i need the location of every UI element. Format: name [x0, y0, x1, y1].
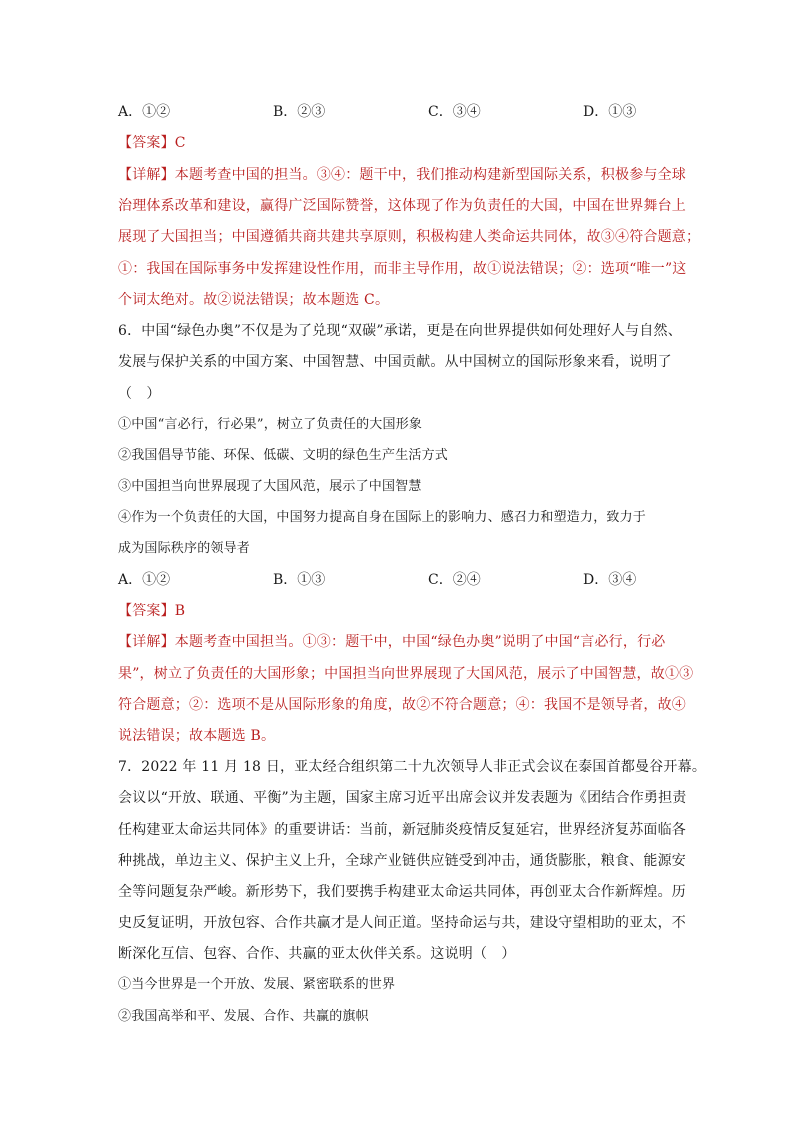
- q5-option-b: B．②③: [273, 104, 326, 120]
- q7-item: ①当今世界是一个开放、发展、紧密联系的世界: [118, 977, 396, 992]
- q7-stem-line: 任构建亚太命运共同体》的重要讲话：当前，新冠肺炎疫情反复延宕，世界经济复苏面临各: [118, 822, 686, 838]
- q6-item: ①中国“言必行，行必果”，树立了负责任的大国形象: [118, 417, 423, 432]
- q6-detail-line: 【详解】本题考查中国担当。①③：题干中，中国“绿色办奥”说明了中国“言必行，行必: [118, 634, 666, 650]
- q6-stem-line: 6．中国“绿色办奥”不仅是为了兑现“双碳”承诺，更是在向世界提供如何处理好人与自然、: [118, 323, 682, 339]
- q6-option-c: C．②④: [428, 572, 481, 588]
- q7-item: ②我国高举和平、发展、合作、共赢的旗帜: [118, 1009, 369, 1024]
- q6-option-a: A．①②: [118, 572, 171, 588]
- q6-detail-line: 果”，树立了负责任的大国形象；中国担当向世界展现了大国风范，展示了中国智慧，故①③: [118, 666, 694, 682]
- q7-stem-line: 会议以“开放、联通、平衡”为主题，国家主席习近平出席会议并发表题为《团结合作勇担责: [118, 790, 687, 806]
- q7-stem-line: 史反复证明，开放包容、合作共赢才是人间正道。坚持命运与共，建设守望相助的亚太，不: [118, 915, 686, 931]
- q7-stem-line: 种挑战，单边主义、保护主义上升，全球产业链供应链受到冲击，通货膨胀，粮食、能源安: [118, 853, 686, 869]
- q5-detail-line: ①：我国在国际事务中发挥建设性作用，而非主导作用，故①说法错误；②：选项“唯一”这: [118, 261, 687, 277]
- q7-stem-line: 断深化互信、包容、合作、共赢的亚太伙伴关系。这说明（ ）: [118, 946, 516, 962]
- q6-detail-line: 说法错误；故本题选 B。: [118, 728, 276, 744]
- q5-answer: 【答案】C: [118, 135, 186, 151]
- q6-stem-line: 发展与保护关系的中国方案、中国智慧、中国贡献。从中国树立的国际形象来看，说明了: [118, 354, 672, 370]
- q5-option-a: A．①②: [118, 104, 171, 120]
- q5-option-c: C．③④: [428, 104, 481, 120]
- q7-stem-line: 全等问题复杂严峻。新形势下，我们要携手构建亚太命运共同体，再创亚太合作新辉煌。历: [118, 884, 686, 900]
- q6-option-b: B．①③: [273, 572, 326, 588]
- q5-detail-line: 个词太绝对。故②说法错误；故本题选 C。: [118, 292, 390, 308]
- q6-item: 成为国际秩序的领导者: [118, 541, 251, 556]
- q5-detail-line: 【详解】本题考查中国的担当。③④：题干中，我们推动构建新型国际关系，积极参与全球: [118, 167, 686, 183]
- q5-option-d: D．①③: [583, 104, 637, 120]
- q6-option-d: D．③④: [583, 572, 637, 588]
- q6-answer: 【答案】B: [118, 603, 186, 619]
- q6-item: ④作为一个负责任的大国，中国努力提高自身在国际上的影响力、感召力和塑造力，致力于: [118, 510, 647, 525]
- q5-detail-line: 治理体系改革和建设，赢得广泛国际赞誉，这体现了作为负责任的大国，中国在世界舞台上: [118, 198, 686, 214]
- q5-detail-line: 展现了大国担当；中国遵循共商共建共享原则，积极构建人类命运共同体，故③④符合题意；: [118, 229, 701, 245]
- q6-item: ③中国担当向世界展现了大国风范，展示了中国智慧: [118, 479, 422, 494]
- q6-stem-line: （ ）: [118, 386, 161, 402]
- q6-item: ②我国倡导节能、环保、低碳、文明的绿色生产生活方式: [118, 448, 449, 463]
- q7-stem-line: 7．2022 年 11 月 18 日，亚太经合组织第二十九次领导人非正式会议在泰国首都曼谷开幕。: [118, 759, 707, 775]
- q6-detail-line: 符合题意；②：选项不是从国际形象的角度，故②不符合题意；④：我国不是领导者，故④: [118, 697, 686, 713]
